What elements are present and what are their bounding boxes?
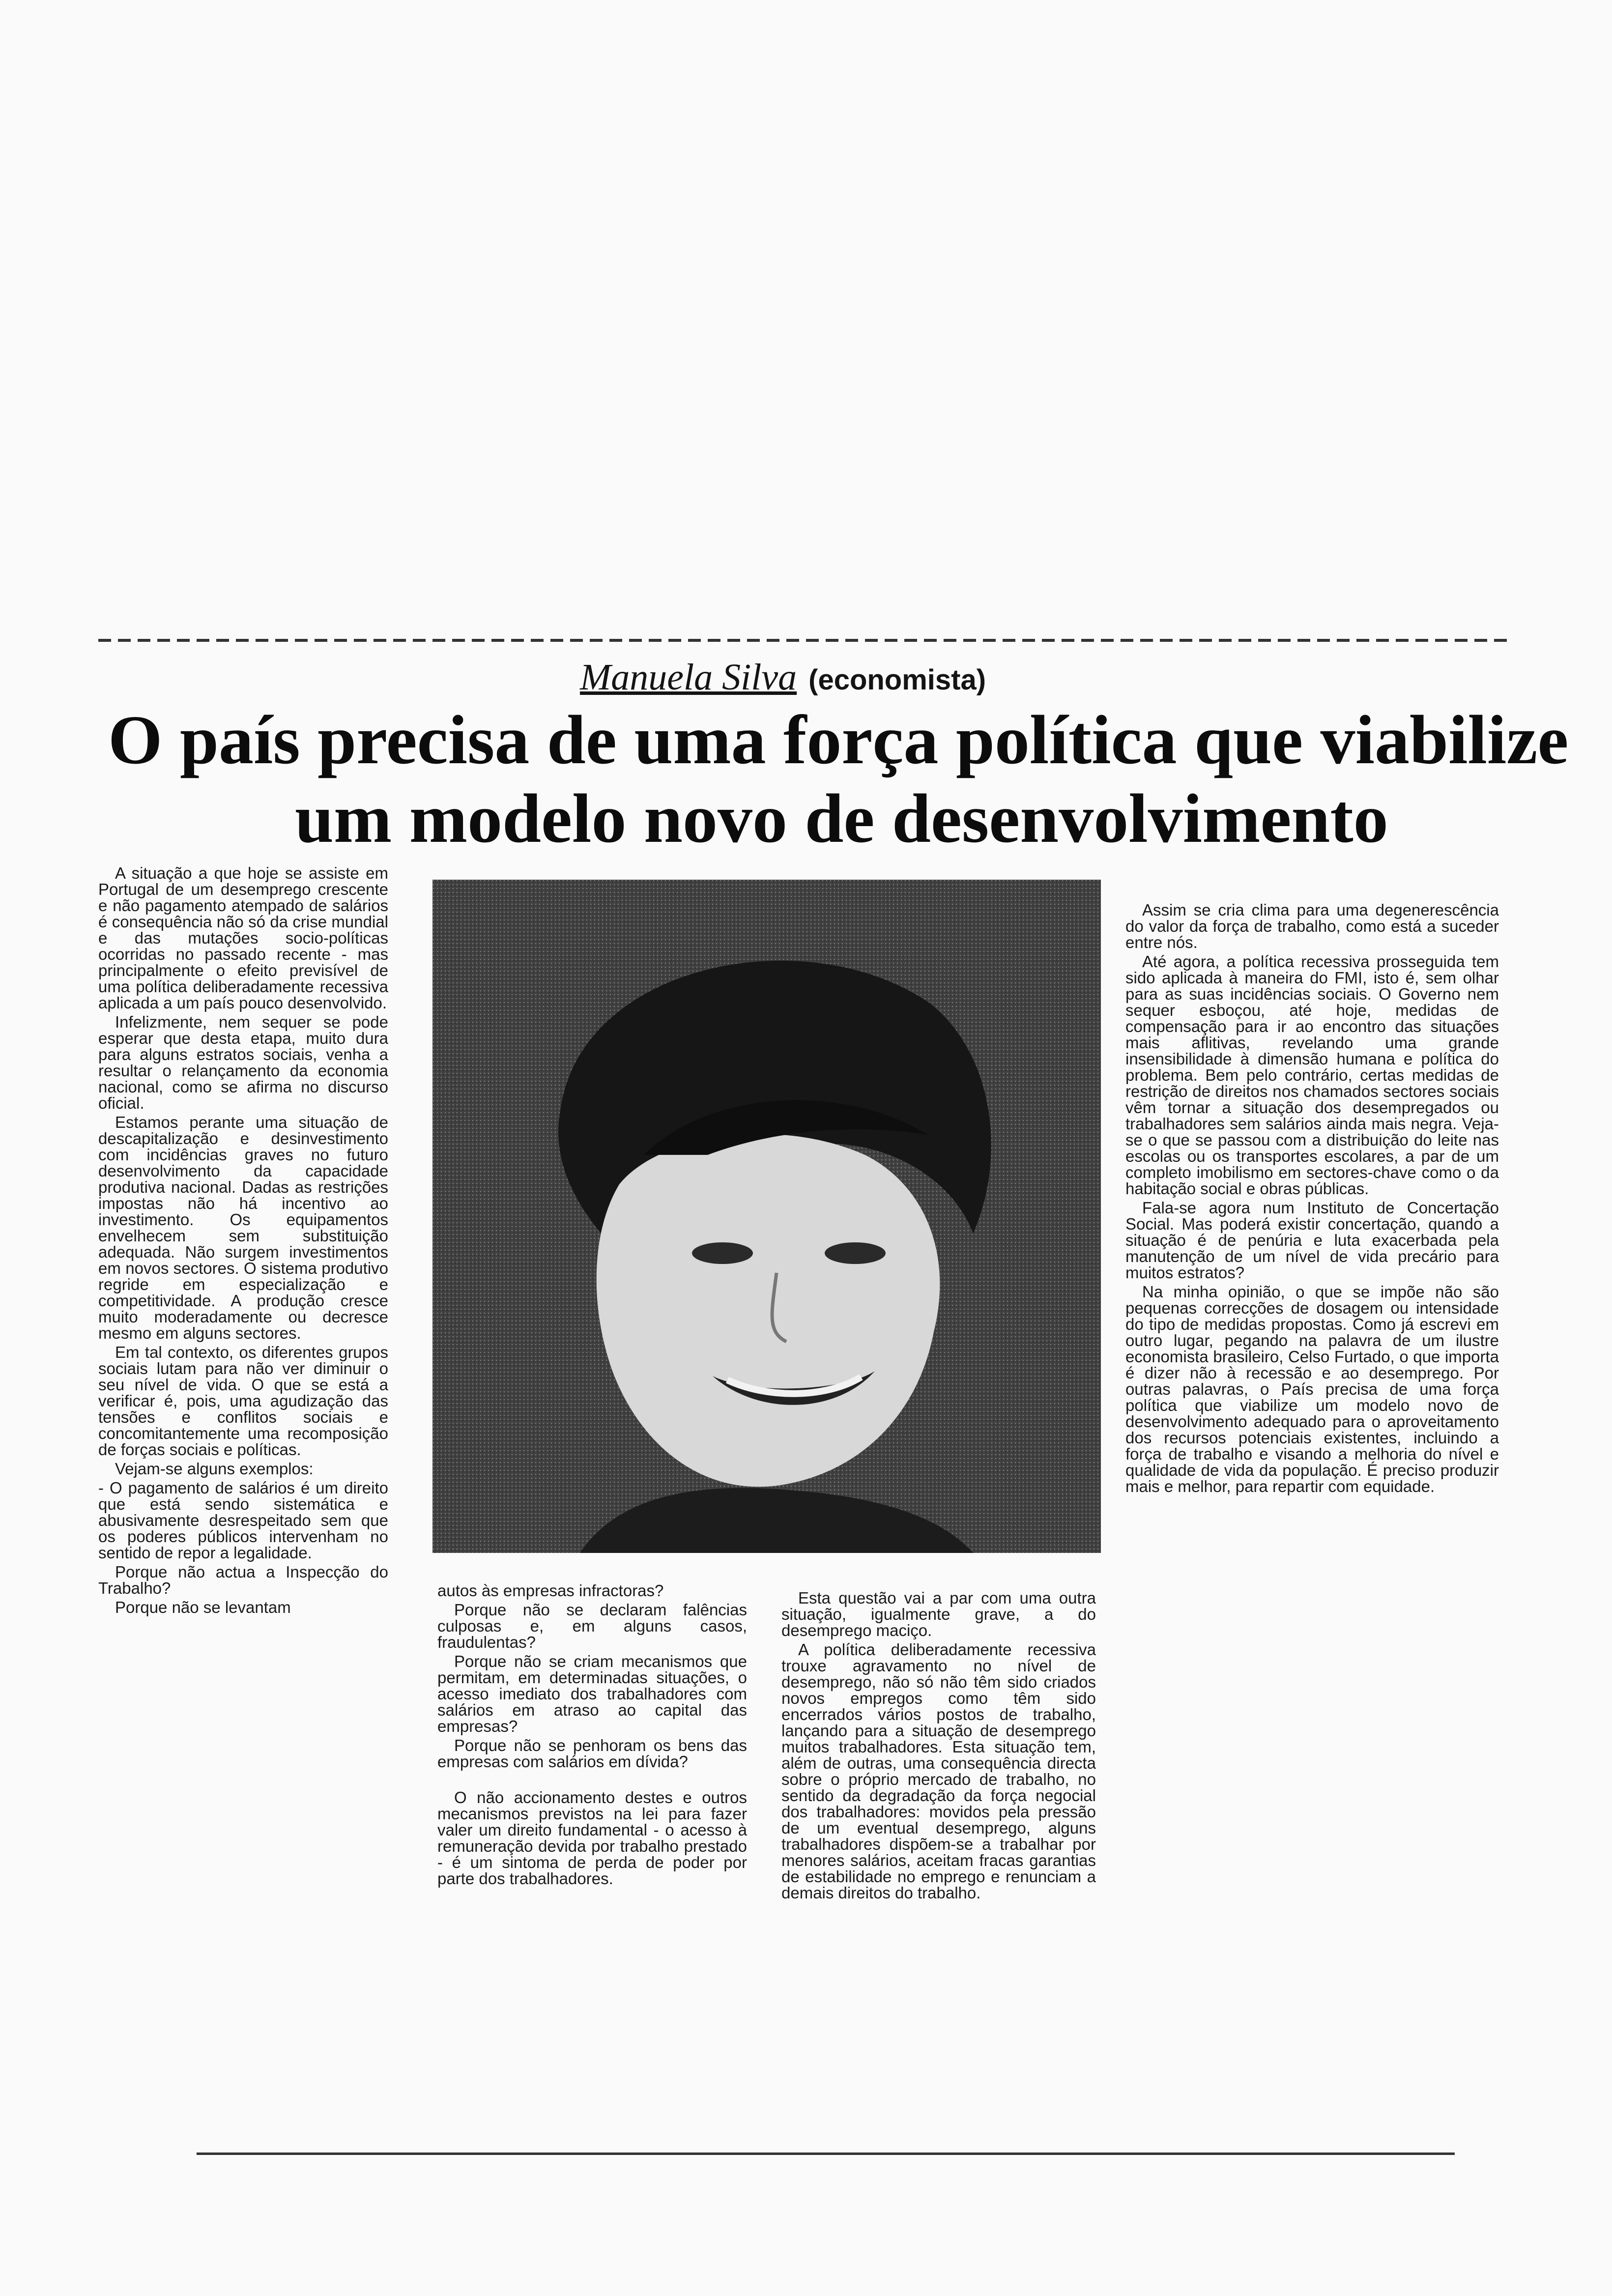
paragraph: Esta questão vai a par com uma outra situação, igualmente grave, a do desemprego maciço. bbox=[781, 1589, 1096, 1639]
paragraph: Porque não se levantam bbox=[115, 1598, 291, 1616]
paragraph: autos às empresas infractoras? bbox=[437, 1581, 664, 1600]
paragraph: Na minha opinião, o que se impõe não são pequenas correcções de dosagem ou intensidade do tipo de medidas propostas. Como já escrevi em outro lugar, pegando na palavra de um ilustre economista brasileiro, Celso Furtado, o que importa é dizer não à recessão e ao desemprego. Por outras palavras, o País precisa de uma força política que viabilize um modelo novo de desenvolvimento adequado para o aproveitamento dos recursos potenciais existentes, incluindo a força de trabalho e visando a melhoria do nível e qualidade de vida da população. É preciso produzir mais e melhor, para repartir com equidade. bbox=[1125, 1283, 1499, 1495]
author-name: Manuela Silva bbox=[580, 657, 797, 698]
headline-line-2: um modelo novo de desenvolvimento bbox=[295, 779, 1388, 857]
article-column-3 bbox=[781, 1590, 1096, 2130]
article-column-1 bbox=[98, 865, 388, 2054]
top-rule bbox=[98, 639, 1514, 642]
paragraph: O não accionamento destes e outros mecanismos previstos na lei para fazer valer um direito fundamental - o acesso à remuneração devida por trabalho prestado - é um sintoma de perda de poder por parte dos trabalhadores. bbox=[437, 1788, 747, 1888]
byline bbox=[580, 654, 1071, 701]
paragraph: Fala-se agora num Instituto de Concertação Social. Mas poderá existir concertação, quando a situação é de penúria e luta exacerbada pela manutenção de um nível de vida precário para muitos estratos? bbox=[1125, 1199, 1499, 1282]
paragraph: Porque não se declaram falências culposas e, em alguns casos, fraudulentas? bbox=[437, 1601, 747, 1651]
article-column-2 bbox=[437, 1582, 747, 2094]
portrait-photo bbox=[432, 880, 1101, 1553]
paragraph: - O pagamento de salários é um direito que está sendo sistemática e abusivamente desrespeitado sem que os poderes públicos intervenham no sentido de repor a legalidade. bbox=[98, 1479, 388, 1562]
paragraph: Vejam-se alguns exemplos: bbox=[115, 1460, 314, 1478]
paragraph: Porque não se penhoram os bens das empresas com salários em dívida? bbox=[437, 1736, 747, 1771]
headline-line-1: O país precisa de uma força política que viabilize bbox=[108, 701, 1569, 778]
paragraph: Porque não se criam mecanismos que permitam, em determinadas situações, o acesso imediato dos trabalhadores com salários em atraso ao capital das empresas? bbox=[437, 1652, 747, 1735]
article-column-4 bbox=[1125, 902, 1499, 2062]
paragraph: Assim se cria clima para uma degenerescência do valor da força de trabalho, como está a suceder entre nós. bbox=[1125, 901, 1499, 951]
bottom-rule bbox=[197, 2152, 1455, 2155]
paragraph: Estamos perante uma situação de descapitalização e desinvestimento com incidências graves no futuro desenvolvimento da capacidade produtiva nacional. Dadas as restrições impostas não há incentivo ao investimento. Os equipamentos envelhecem sem substituição adequada. Não surgem investimentos em novos sectores. O sistema produtivo regride em especialização e competitividade. A produção cresce muito moderadamente ou decresce mesmo em alguns sectores. bbox=[98, 1113, 388, 1342]
author-role: (economista) bbox=[808, 664, 986, 696]
paragraph: A política deliberadamente recessiva trouxe agravamento no nível de desemprego, não só não têm sido criados novos empregos como têm sido encerrados vários postos de trabalho, lançando para a situação de desemprego muitos trabalhadores. Esta situação tem, além de outras, uma consequência directa sobre o próprio mercado de trabalho, no sentido da degradação da força negocial dos trabalhadores: movidos pela pressão de um eventual desemprego, alguns trabalhadores dispõem-se a trabalhar por menores salários, aceitam fracas garantias de estabilidade no emprego e renunciam a demais direitos do trabalho. bbox=[781, 1640, 1096, 1902]
headline bbox=[108, 700, 1569, 862]
paragraph: Em tal contexto, os diferentes grupos sociais lutam para não ver diminuir o seu nível de vida. O que se está a verificar é, pois, uma agudização das tensões e conflitos sociais e concomitantemente uma recomposição de forças sociais e políticas. bbox=[98, 1343, 388, 1459]
paragraph: A situação a que hoje se assiste em Portugal de um desemprego crescente e não pagamento atempado de salários é consequência não só da crise mundial e das mutações socio-políticas ocorridas no passado recente - mas principalmente o efeito previsível de uma política deliberadamente recessiva aplicada a um país pouco desenvolvido. bbox=[98, 864, 388, 1012]
paragraph: Infelizmente, nem sequer se pode esperar que desta etapa, muito dura para alguns estratos sociais, venha a resultar o relançamento da economia nacional, como se afirma no discurso oficial. bbox=[98, 1013, 388, 1112]
paragraph: Até agora, a política recessiva prosseguida tem sido aplicada à maneira do FMI, isto é, sem olhar para as suas incidências sociais. O Governo nem sequer esboçou, até hoje, medidas de compensação para ir ao encontro das situações mais aflitivas, revelando uma grande insensibilidade à dimensão humana e política do problema. Bem pelo contrário, certas medidas de restrição de direitos nos chamados sectores sociais vêm tornar a situação dos desempregados ou trabalhadores sem salários ainda mais negra. Veja-se o que se passou com a distribuição do leite nas escolas ou os transportes escolares, a par de um completo imobilismo em sectores-chave como o da habitação social e obras públicas. bbox=[1125, 952, 1499, 1198]
portrait-illustration bbox=[432, 880, 1101, 1553]
paragraph: Porque não actua a Inspecção do Trabalho? bbox=[98, 1563, 388, 1597]
